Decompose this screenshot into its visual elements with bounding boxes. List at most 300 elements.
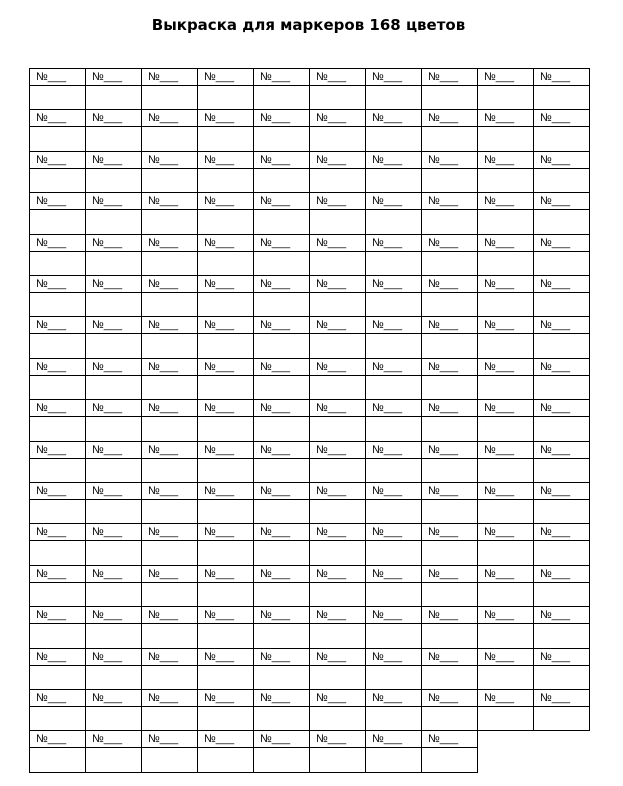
swatch-color-area xyxy=(86,707,141,730)
swatch-cell xyxy=(533,482,590,524)
swatch-color-area xyxy=(366,541,421,565)
swatch-number-label: №___ xyxy=(428,237,459,249)
swatch-number-label: №___ xyxy=(428,112,459,124)
swatch-number-label: №___ xyxy=(92,402,123,414)
swatch-cell xyxy=(421,358,478,400)
swatch-color-area xyxy=(254,86,309,109)
swatch-number-label: №___ xyxy=(148,361,179,373)
swatch-number-label: №___ xyxy=(92,485,123,497)
swatch-cell xyxy=(421,68,478,110)
swatch-number-label: №___ xyxy=(36,237,67,249)
swatch-cell xyxy=(253,689,310,731)
swatch-cell xyxy=(309,192,366,235)
swatch-color-area xyxy=(478,707,533,730)
swatch-color-area xyxy=(198,707,253,730)
swatch-number-label: №___ xyxy=(92,444,123,456)
swatch-number-label: №___ xyxy=(540,237,571,249)
swatch-number-label: №___ xyxy=(92,112,123,124)
swatch-number-label: №___ xyxy=(260,71,291,83)
swatch-cell xyxy=(477,109,534,152)
swatch-cell xyxy=(421,275,478,317)
swatch-color-area xyxy=(254,376,309,399)
swatch-number-label: №___ xyxy=(204,485,235,497)
swatch-number-label: №___ xyxy=(540,568,571,580)
swatch-color-area xyxy=(142,459,197,482)
swatch-cell xyxy=(533,68,590,110)
swatch-number-label: №___ xyxy=(540,112,571,124)
swatch-color-area xyxy=(198,334,253,358)
swatch-cell xyxy=(421,689,478,731)
swatch-color-area xyxy=(254,541,309,565)
swatch-cell xyxy=(421,234,478,276)
swatch-number-label: №___ xyxy=(204,361,235,373)
swatch-number-label: №___ xyxy=(260,278,291,290)
swatch-cell xyxy=(309,68,366,110)
swatch-cell xyxy=(533,316,590,359)
swatch-cell xyxy=(141,730,198,773)
swatch-cell xyxy=(421,441,478,483)
swatch-color-area xyxy=(478,86,533,109)
swatch-color-area xyxy=(86,127,141,151)
swatch-number-label: №___ xyxy=(428,692,459,704)
swatch-cell xyxy=(85,234,142,276)
swatch-number-label: №___ xyxy=(92,71,123,83)
swatch-number-label: №___ xyxy=(92,526,123,538)
swatch-cell xyxy=(421,109,478,152)
swatch-color-area xyxy=(310,541,365,565)
swatch-color-area xyxy=(198,169,253,192)
swatch-cell xyxy=(85,109,142,152)
swatch-cell xyxy=(309,151,366,193)
swatch-number-label: №___ xyxy=(428,733,459,745)
swatch-color-area xyxy=(254,624,309,648)
swatch-cell xyxy=(421,648,478,690)
swatch-number-label: №___ xyxy=(36,485,67,497)
swatch-number-label: №___ xyxy=(148,237,179,249)
swatch-color-area xyxy=(478,169,533,192)
swatch-cell xyxy=(477,192,534,235)
swatch-cell xyxy=(141,109,198,152)
swatch-cell xyxy=(309,606,366,649)
swatch-cell xyxy=(253,565,310,607)
swatch-cell xyxy=(29,730,86,773)
swatch-number-label: №___ xyxy=(484,195,515,207)
swatch-color-area xyxy=(198,459,253,482)
swatch-cell xyxy=(29,399,86,442)
swatch-cell xyxy=(421,482,478,524)
swatch-color-area xyxy=(310,334,365,358)
swatch-number-label: №___ xyxy=(484,444,515,456)
swatch-number-label: №___ xyxy=(372,485,403,497)
swatch-cell xyxy=(365,234,422,276)
swatch-number-label: №___ xyxy=(428,526,459,538)
swatch-cell xyxy=(253,399,310,442)
swatch-cell xyxy=(253,523,310,566)
swatch-color-area xyxy=(534,541,589,565)
swatch-color-area xyxy=(198,376,253,399)
swatch-cell xyxy=(85,565,142,607)
swatch-cell xyxy=(197,316,254,359)
swatch-number-label: №___ xyxy=(428,609,459,621)
swatch-cell xyxy=(365,523,422,566)
swatch-cell xyxy=(85,730,142,773)
swatch-cell xyxy=(141,648,198,690)
swatch-color-area xyxy=(254,169,309,192)
swatch-cell xyxy=(309,648,366,690)
swatch-cell xyxy=(309,689,366,731)
swatch-cell xyxy=(365,482,422,524)
swatch-color-area xyxy=(142,376,197,399)
swatch-cell xyxy=(533,523,590,566)
swatch-cell xyxy=(421,316,478,359)
swatch-cell xyxy=(141,523,198,566)
swatch-number-label: №___ xyxy=(428,651,459,663)
swatch-number-label: №___ xyxy=(372,651,403,663)
swatch-color-area xyxy=(198,417,253,441)
swatch-cell xyxy=(141,316,198,359)
swatch-cell xyxy=(533,648,590,690)
swatch-cell xyxy=(309,565,366,607)
swatch-cell xyxy=(533,151,590,193)
swatch-cell xyxy=(141,399,198,442)
swatch-number-label: №___ xyxy=(372,319,403,331)
swatch-cell xyxy=(477,606,534,649)
swatch-cell xyxy=(29,358,86,400)
swatch-number-label: №___ xyxy=(36,195,67,207)
swatch-cell xyxy=(309,275,366,317)
swatch-color-area xyxy=(310,293,365,316)
swatch-cell xyxy=(141,192,198,235)
swatch-number-label: №___ xyxy=(484,651,515,663)
swatch-cell xyxy=(197,234,254,276)
swatch-color-area xyxy=(310,417,365,441)
swatch-color-area xyxy=(254,748,309,772)
swatch-color-area xyxy=(198,252,253,275)
swatch-color-area xyxy=(534,666,589,689)
swatch-number-label: №___ xyxy=(316,361,347,373)
swatch-color-area xyxy=(254,417,309,441)
swatch-number-label: №___ xyxy=(36,526,67,538)
swatch-number-label: №___ xyxy=(260,651,291,663)
swatch-color-area xyxy=(30,169,85,192)
swatch-color-area xyxy=(534,127,589,151)
swatch-number-label: №___ xyxy=(36,733,67,745)
swatch-number-label: №___ xyxy=(92,195,123,207)
swatch-number-label: №___ xyxy=(148,526,179,538)
swatch-cell xyxy=(365,606,422,649)
swatch-number-label: №___ xyxy=(260,568,291,580)
swatch-number-label: №___ xyxy=(484,568,515,580)
swatch-cell xyxy=(85,606,142,649)
swatch-cell xyxy=(477,565,534,607)
swatch-cell xyxy=(421,192,478,235)
swatch-cell xyxy=(85,441,142,483)
swatch-cell xyxy=(197,399,254,442)
swatch-number-label: №___ xyxy=(372,278,403,290)
swatch-number-label: №___ xyxy=(372,609,403,621)
swatch-color-area xyxy=(534,210,589,234)
swatch-color-area xyxy=(478,500,533,523)
swatch-number-label: №___ xyxy=(372,402,403,414)
swatch-grid xyxy=(29,68,587,770)
swatch-color-area xyxy=(422,459,477,482)
swatch-cell xyxy=(141,275,198,317)
swatch-number-label: №___ xyxy=(484,402,515,414)
swatch-number-label: №___ xyxy=(148,568,179,580)
swatch-cell xyxy=(365,68,422,110)
swatch-color-area xyxy=(142,169,197,192)
swatch-cell xyxy=(141,689,198,731)
swatch-color-area xyxy=(142,293,197,316)
swatch-cell xyxy=(85,192,142,235)
swatch-cell xyxy=(85,151,142,193)
swatch-cell xyxy=(421,606,478,649)
swatch-color-area xyxy=(534,417,589,441)
swatch-color-area xyxy=(142,127,197,151)
swatch-cell xyxy=(421,399,478,442)
swatch-color-area xyxy=(30,666,85,689)
swatch-number-label: №___ xyxy=(484,361,515,373)
swatch-cell xyxy=(141,151,198,193)
swatch-number-label: №___ xyxy=(204,154,235,166)
swatch-number-label: №___ xyxy=(148,733,179,745)
swatch-number-label: №___ xyxy=(260,319,291,331)
swatch-cell xyxy=(253,606,310,649)
swatch-number-label: №___ xyxy=(92,361,123,373)
swatch-number-label: №___ xyxy=(204,568,235,580)
swatch-number-label: №___ xyxy=(204,402,235,414)
swatch-number-label: №___ xyxy=(484,526,515,538)
swatch-color-area xyxy=(254,707,309,730)
swatch-color-area xyxy=(142,334,197,358)
swatch-number-label: №___ xyxy=(316,609,347,621)
swatch-color-area xyxy=(142,748,197,772)
swatch-color-area xyxy=(310,666,365,689)
swatch-color-area xyxy=(142,500,197,523)
swatch-color-area xyxy=(142,666,197,689)
swatch-color-area xyxy=(366,376,421,399)
swatch-color-area xyxy=(422,376,477,399)
swatch-cell xyxy=(253,234,310,276)
swatch-number-label: №___ xyxy=(540,278,571,290)
swatch-cell xyxy=(365,192,422,235)
swatch-color-area xyxy=(310,376,365,399)
swatch-cell xyxy=(309,482,366,524)
swatch-cell xyxy=(421,565,478,607)
swatch-number-label: №___ xyxy=(540,402,571,414)
swatch-cell xyxy=(365,565,422,607)
swatch-number-label: №___ xyxy=(148,402,179,414)
swatch-number-label: №___ xyxy=(484,485,515,497)
swatch-color-area xyxy=(366,583,421,606)
swatch-color-area xyxy=(198,583,253,606)
swatch-number-label: №___ xyxy=(92,278,123,290)
swatch-cell xyxy=(533,109,590,152)
swatch-color-area xyxy=(478,583,533,606)
swatch-number-label: №___ xyxy=(148,319,179,331)
swatch-cell xyxy=(253,648,310,690)
swatch-cell xyxy=(365,399,422,442)
swatch-cell xyxy=(365,109,422,152)
swatch-number-label: №___ xyxy=(92,568,123,580)
swatch-cell xyxy=(29,316,86,359)
swatch-cell xyxy=(421,151,478,193)
swatch-number-label: №___ xyxy=(36,444,67,456)
swatch-cell xyxy=(533,399,590,442)
swatch-number-label: №___ xyxy=(540,485,571,497)
swatch-color-area xyxy=(478,459,533,482)
swatch-number-label: №___ xyxy=(316,651,347,663)
swatch-number-label: №___ xyxy=(316,278,347,290)
swatch-color-area xyxy=(198,127,253,151)
swatch-cell xyxy=(85,275,142,317)
swatch-number-label: №___ xyxy=(372,112,403,124)
swatch-cell xyxy=(197,151,254,193)
swatch-color-area xyxy=(366,666,421,689)
swatch-color-area xyxy=(142,417,197,441)
swatch-number-label: №___ xyxy=(316,733,347,745)
swatch-cell xyxy=(365,648,422,690)
swatch-color-area xyxy=(30,624,85,648)
swatch-number-label: №___ xyxy=(484,237,515,249)
swatch-color-area xyxy=(198,500,253,523)
swatch-number-label: №___ xyxy=(92,692,123,704)
swatch-color-area xyxy=(478,334,533,358)
swatch-cell xyxy=(533,275,590,317)
swatch-color-area xyxy=(478,252,533,275)
swatch-color-area xyxy=(310,624,365,648)
swatch-number-label: №___ xyxy=(148,278,179,290)
swatch-cell xyxy=(29,606,86,649)
swatch-number-label: №___ xyxy=(260,444,291,456)
swatch-color-area xyxy=(366,210,421,234)
swatch-color-area xyxy=(422,252,477,275)
swatch-cell xyxy=(309,730,366,773)
swatch-number-label: №___ xyxy=(540,609,571,621)
swatch-color-area xyxy=(478,624,533,648)
swatch-number-label: №___ xyxy=(540,651,571,663)
swatch-cell xyxy=(141,358,198,400)
swatch-number-label: №___ xyxy=(428,278,459,290)
swatch-color-area xyxy=(534,500,589,523)
swatch-color-area xyxy=(366,624,421,648)
swatch-color-area xyxy=(422,86,477,109)
swatch-color-area xyxy=(422,127,477,151)
swatch-number-label: №___ xyxy=(316,195,347,207)
swatch-cell xyxy=(197,523,254,566)
swatch-number-label: №___ xyxy=(372,237,403,249)
swatch-number-label: №___ xyxy=(316,692,347,704)
swatch-color-area xyxy=(310,169,365,192)
swatch-number-label: №___ xyxy=(92,609,123,621)
swatch-number-label: №___ xyxy=(428,444,459,456)
swatch-cell xyxy=(197,730,254,773)
swatch-cell xyxy=(477,523,534,566)
swatch-color-area xyxy=(478,293,533,316)
swatch-color-area xyxy=(310,583,365,606)
swatch-cell xyxy=(29,565,86,607)
swatch-number-label: №___ xyxy=(92,651,123,663)
swatch-color-area xyxy=(30,583,85,606)
swatch-cell xyxy=(29,192,86,235)
swatch-number-label: №___ xyxy=(204,651,235,663)
swatch-cell xyxy=(253,441,310,483)
swatch-number-label: №___ xyxy=(428,568,459,580)
swatch-cell xyxy=(477,482,534,524)
swatch-number-label: №___ xyxy=(428,71,459,83)
swatch-number-label: №___ xyxy=(316,568,347,580)
swatch-cell xyxy=(365,441,422,483)
swatch-cell xyxy=(29,648,86,690)
swatch-color-area xyxy=(198,624,253,648)
swatch-cell xyxy=(29,441,86,483)
swatch-number-label: №___ xyxy=(204,71,235,83)
swatch-number-label: №___ xyxy=(204,444,235,456)
swatch-color-area xyxy=(254,334,309,358)
swatch-color-area xyxy=(30,417,85,441)
swatch-cell xyxy=(85,316,142,359)
swatch-number-label: №___ xyxy=(36,278,67,290)
swatch-number-label: №___ xyxy=(484,319,515,331)
swatch-cell xyxy=(365,730,422,773)
swatch-number-label: №___ xyxy=(372,195,403,207)
swatch-color-area xyxy=(30,127,85,151)
swatch-cell xyxy=(477,358,534,400)
swatch-cell xyxy=(421,523,478,566)
swatch-color-area xyxy=(310,707,365,730)
swatch-number-label: №___ xyxy=(260,402,291,414)
swatch-color-area xyxy=(366,707,421,730)
swatch-number-label: №___ xyxy=(36,609,67,621)
swatch-number-label: №___ xyxy=(260,526,291,538)
swatch-color-area xyxy=(366,500,421,523)
swatch-color-area xyxy=(30,376,85,399)
swatch-color-area xyxy=(534,293,589,316)
swatch-number-label: №___ xyxy=(260,237,291,249)
swatch-color-area xyxy=(534,334,589,358)
swatch-color-area xyxy=(86,417,141,441)
swatch-number-label: №___ xyxy=(316,154,347,166)
swatch-number-label: №___ xyxy=(204,319,235,331)
swatch-cell xyxy=(85,689,142,731)
swatch-cell xyxy=(365,689,422,731)
swatch-color-area xyxy=(310,748,365,772)
swatch-color-area xyxy=(422,417,477,441)
swatch-number-label: №___ xyxy=(316,237,347,249)
swatch-cell xyxy=(253,151,310,193)
swatch-number-label: №___ xyxy=(204,195,235,207)
swatch-color-area xyxy=(86,86,141,109)
page-title: Выкраска для маркеров 168 цветов xyxy=(151,16,466,34)
swatch-number-label: №___ xyxy=(260,609,291,621)
swatch-cell xyxy=(197,358,254,400)
swatch-number-label: №___ xyxy=(540,444,571,456)
swatch-color-area xyxy=(86,459,141,482)
swatch-number-label: №___ xyxy=(148,485,179,497)
swatch-number-label: №___ xyxy=(36,112,67,124)
swatch-number-label: №___ xyxy=(428,195,459,207)
swatch-cell xyxy=(253,358,310,400)
swatch-cell xyxy=(197,482,254,524)
swatch-cell xyxy=(141,606,198,649)
swatch-cell xyxy=(141,234,198,276)
swatch-number-label: №___ xyxy=(148,609,179,621)
swatch-number-label: №___ xyxy=(540,692,571,704)
swatch-cell xyxy=(197,441,254,483)
swatch-cell xyxy=(477,316,534,359)
swatch-color-area xyxy=(254,500,309,523)
swatch-color-area xyxy=(254,252,309,275)
